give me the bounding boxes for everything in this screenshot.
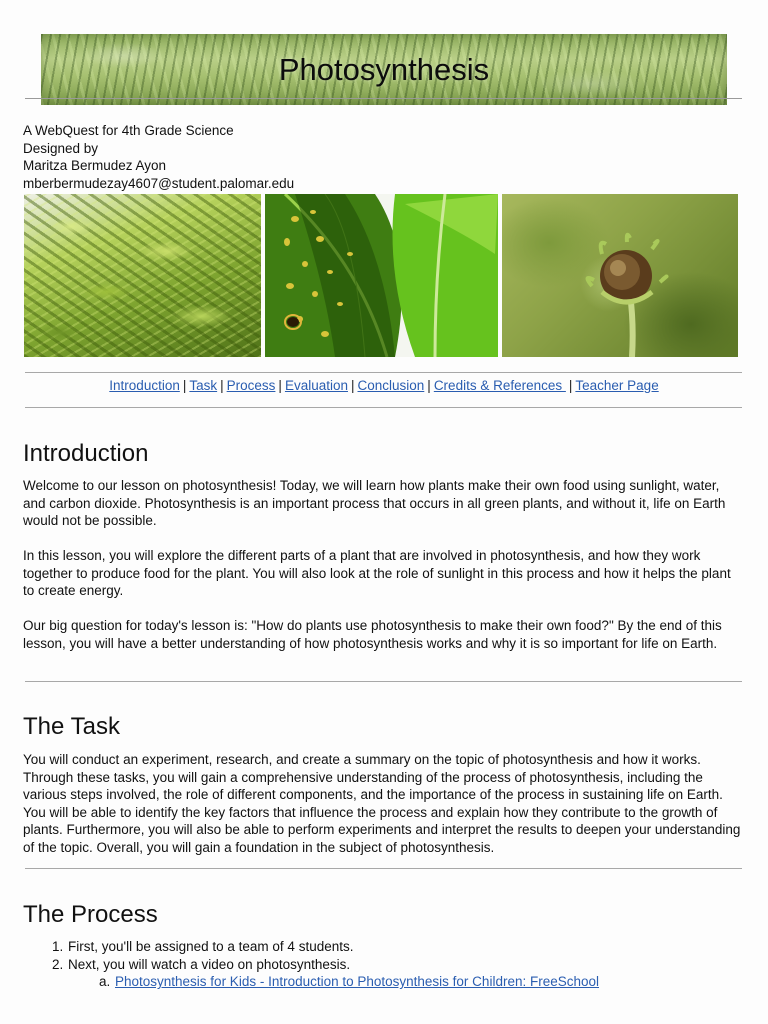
nav-link-conclusion[interactable]: Conclusion [357, 378, 425, 393]
author-email: mberbermudezay4607@student.palomar.edu [23, 175, 295, 191]
designed-by-label: Designed by [23, 140, 99, 156]
nav-top-divider [25, 372, 742, 373]
process-heading: The Process [23, 901, 158, 928]
nav-separator: | [278, 378, 282, 393]
nav-separator: | [568, 378, 573, 393]
fern-leaves-photo [24, 194, 261, 357]
introduction-paragraph-2: In this lesson, you will explore the different parts of a plant that are involved in photosynthesis, and how they work together to produce food for the plant. You will also look at the role of sunlight in this process and how it helps the plant to create energy. [23, 548, 731, 599]
task-paragraph: You will conduct an experiment, research, and create a summary on the topic of photosynthesis and how it works. Through these tasks, you will gain a comprehensive understanding of the process of photosynthesis, including the various steps involved, the role of different components, and the importance of the process in sustaining life on Earth. You will be able to identify the key factors that influence the process and explain how they contribute to the growth of plants. Furthermore, you will also be able to perform experiments and interpret the results to deepen your understanding of the topic. Overall, you will gain a foundation in the subject of photosynthesis. [23, 752, 741, 855]
process-substep [114, 973, 599, 991]
task-heading: The Task [23, 713, 120, 740]
process-step-text: Next, you will watch a video on photosynthesis. [68, 956, 351, 972]
process-step [67, 956, 599, 991]
author-name: Maritza Bermudez Ayon [23, 158, 167, 173]
process-substeps [68, 973, 599, 991]
section-nav [0, 378, 768, 393]
author-info [23, 122, 294, 192]
process-steps [23, 938, 599, 991]
leaves-illustration [265, 194, 498, 357]
nav-separator: | [427, 378, 431, 393]
introduction-paragraph-1: Welcome to our lesson on photosynthesis! Today, we will learn how plants make their own food using sunlight, water, and carbon dioxide. Photosynthesis is an important process that occurs in all green plants, and without it, life on Earth would not be possible. [23, 478, 726, 529]
subtitle: A WebQuest for 4th Grade Science [23, 123, 234, 138]
bud-illustration [502, 194, 738, 357]
introduction-heading: Introduction [23, 440, 149, 467]
nav-link-evaluation[interactable]: Evaluation [284, 378, 348, 393]
nav-bottom-divider [25, 407, 742, 408]
nav-separator: | [182, 378, 187, 393]
video-link[interactable]: Photosynthesis for Kids - Introduction to Photosynthesis for Children: FreeSchool [115, 974, 599, 990]
banner-divider [25, 98, 742, 99]
flower-bud-photo [502, 194, 738, 357]
nav-link-credits[interactable]: Credits & References [433, 378, 566, 393]
green-leaves-photo [265, 194, 498, 357]
nav-link-introduction[interactable]: Introduction [109, 378, 180, 393]
photo-strip [24, 194, 738, 357]
nav-separator: | [220, 378, 224, 393]
page-title: Photosynthesis [278, 51, 490, 87]
title-banner [41, 34, 727, 105]
intro-divider [25, 681, 742, 682]
nav-link-task[interactable]: Task [189, 378, 218, 393]
nav-separator: | [350, 378, 355, 393]
process-step [67, 938, 599, 956]
nav-link-teacher-page[interactable]: Teacher Page [575, 378, 659, 393]
nav-link-process[interactable]: Process [226, 378, 276, 393]
task-divider [25, 868, 742, 869]
introduction-paragraph-3: Our big question for today's lesson is: "How do plants use photosynthesis to make their own food?" By the end of this lesson, you will have a better understanding of how photosynthesis works and why it is so important for life on Earth. [23, 618, 722, 651]
process-step-text: First, you'll be assigned to a team of 4 students. [68, 939, 354, 954]
